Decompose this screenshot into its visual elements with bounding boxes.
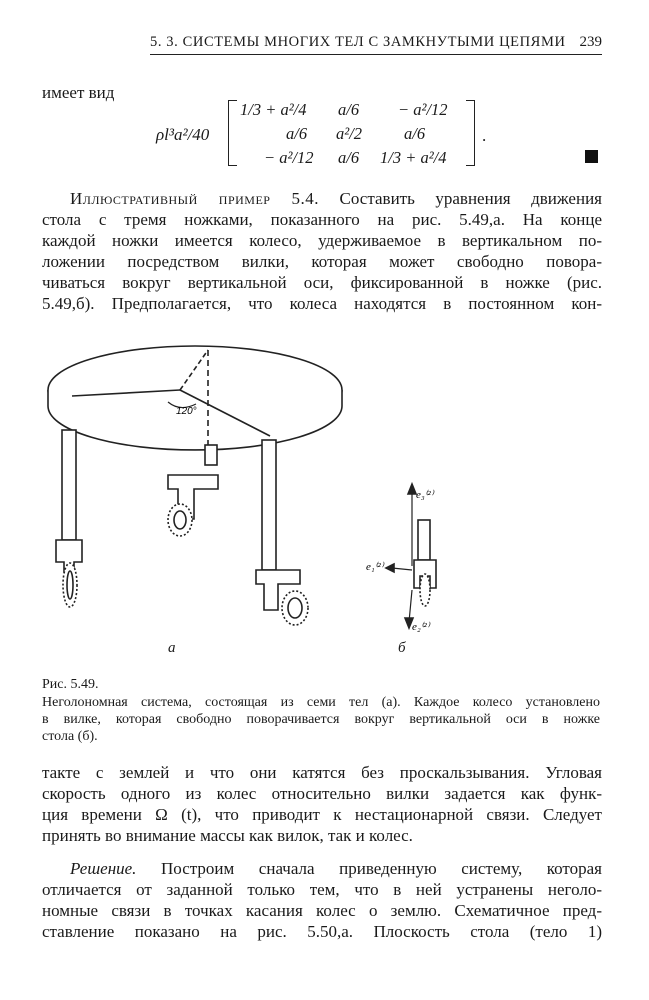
matrix-prefix: ρl³a²/40 bbox=[156, 125, 210, 144]
caption-line: Неголономная система, состоящая из семи тел (а). Каждое колесо установлено bbox=[42, 695, 600, 710]
caption-title: Рис. 5.49. bbox=[42, 677, 99, 692]
solution-line: номные связи в точках касания колес о землю. Схематичное пред- bbox=[42, 901, 602, 920]
angle-label: 120° bbox=[176, 406, 197, 417]
solution-line: ставление показано на рис. 5.50,а. Плоскость стола (тело 1) bbox=[42, 922, 602, 941]
table-figure bbox=[40, 330, 480, 660]
figure-label-a: а bbox=[168, 640, 176, 656]
right-bracket bbox=[466, 100, 475, 166]
example-line: чиваться вокруг вертикальной оси, фиксированной в ножке (рис. bbox=[42, 273, 602, 292]
vector-e2-label: e₂⁽²⁾ bbox=[412, 621, 430, 633]
vector-e3-label: e₃⁽²⁾ bbox=[416, 489, 434, 501]
matrix-cell: a/6 bbox=[338, 100, 360, 119]
solution-line: Построим сначала приведенную систему, которая bbox=[161, 859, 603, 878]
solution-label: Решение. bbox=[70, 859, 137, 878]
caption-line: в вилке, которая свободно поворачивается вокруг вертикальной оси в ножке bbox=[42, 712, 600, 727]
matrix-cell: a/6 bbox=[338, 148, 360, 167]
matrix-end: . bbox=[482, 126, 487, 145]
example-line: 5.49,б). Предполагается, что колеса находятся в постоянном кон- bbox=[42, 294, 602, 313]
intro-text: имеет вид bbox=[42, 83, 115, 102]
body-line: такте с землей и что они катятся без проскальзывания. Угловая bbox=[42, 763, 602, 782]
caption-line: стола (б). bbox=[42, 729, 98, 744]
left-bracket bbox=[228, 100, 237, 166]
matrix-cell: a²/2 bbox=[336, 124, 363, 143]
body-line: принять во внимание массы как вилок, так и колес. bbox=[42, 826, 413, 845]
example-label: Иллюстративный пример 5.4. bbox=[70, 189, 320, 208]
vector-e1-label: e₁⁽²⁾ bbox=[366, 561, 384, 573]
matrix-cell: − a²/12 bbox=[264, 148, 314, 167]
example-line: стола с тремя ножками, показанного на рис. 5.49,а. На конце bbox=[42, 210, 602, 229]
running-header bbox=[150, 34, 602, 55]
figure-label-b: б bbox=[398, 640, 406, 656]
page-number: 239 bbox=[579, 34, 602, 50]
solution-line: отличается от заданной только тем, что в ней устранены неголо- bbox=[42, 880, 602, 899]
matrix-cell: a/6 bbox=[286, 124, 308, 143]
matrix-cell: a/6 bbox=[404, 124, 426, 143]
solution-first-line bbox=[70, 858, 602, 879]
matrix-cell: − a²/12 bbox=[398, 100, 448, 119]
example-line: ложении посредством вилки, которая может свободно повора- bbox=[42, 252, 602, 271]
body-line: скорость одного из колес относительно вилки задается как функ- bbox=[42, 784, 602, 803]
example-line: Составить уравнения движения bbox=[339, 189, 602, 208]
matrix-cell: 1/3 + a²/4 bbox=[240, 100, 307, 119]
example-line: каждой ножки имеется колесо, удерживаемое в вертикальном по- bbox=[42, 231, 602, 250]
example-first-line bbox=[70, 188, 602, 209]
matrix-cell: 1/3 + a²/4 bbox=[380, 148, 447, 167]
end-of-proof-square bbox=[585, 150, 598, 163]
running-title: 5. 3. СИСТЕМЫ МНОГИХ ТЕЛ С ЗАМКНУТЫМИ ЦЕПЯМИ bbox=[150, 34, 566, 50]
body-line: ция времени Ω (t), что приводит к нестационарной связи. Следует bbox=[42, 805, 602, 824]
